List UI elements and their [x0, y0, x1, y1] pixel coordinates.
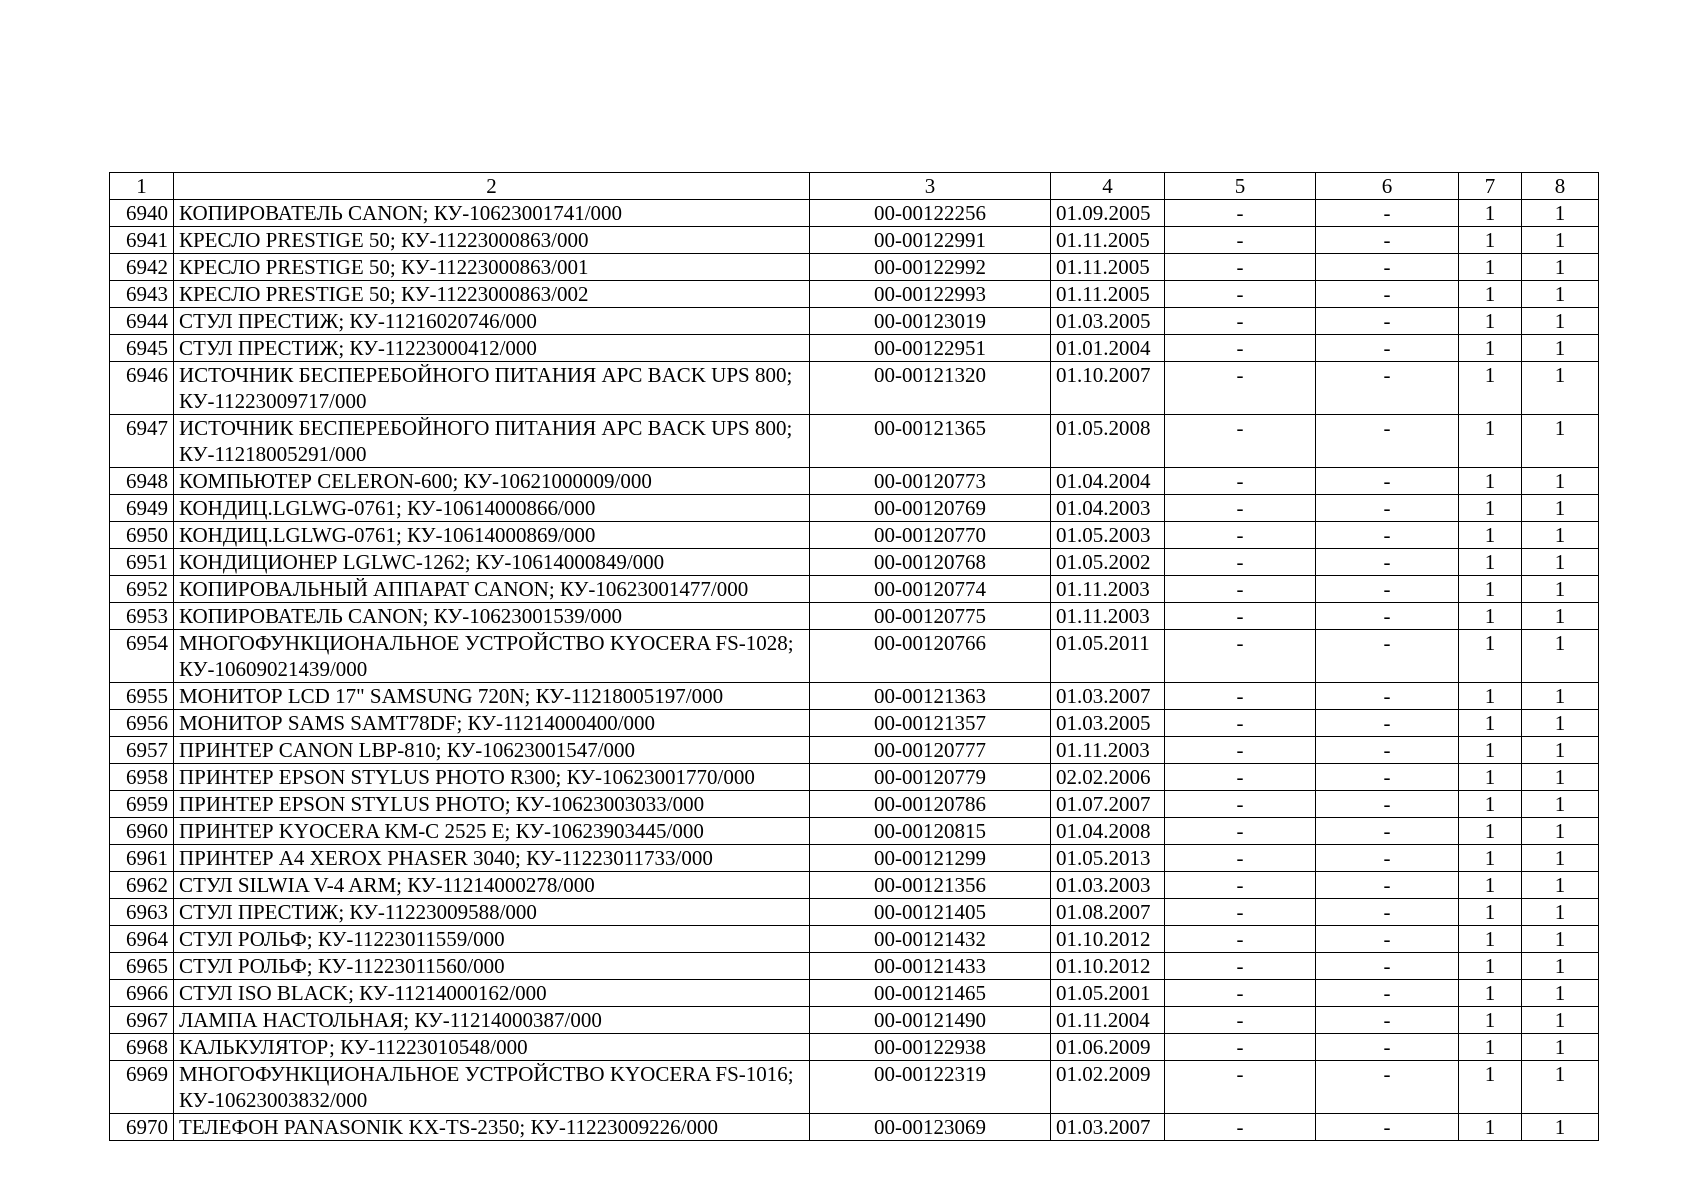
table-row: [110, 308, 1599, 335]
cell-inventory-code: 00-00120766: [810, 630, 1051, 683]
cell-col-6: -: [1316, 737, 1459, 764]
cell-item-name: ПРИНТЕР EPSON STYLUS PHOTO R300; КУ-10623001770/000: [174, 764, 810, 791]
cell-number: 6954: [110, 630, 174, 683]
table-row: [110, 1007, 1599, 1034]
cell-col-8: 1: [1522, 899, 1599, 926]
cell-col-6: -: [1316, 872, 1459, 899]
cell-col-7: 1: [1459, 630, 1522, 683]
cell-col-5: -: [1165, 1007, 1316, 1034]
cell-item-name: СТУЛ РОЛЬФ; КУ-11223011560/000: [174, 953, 810, 980]
cell-col-6: -: [1316, 522, 1459, 549]
cell-col-5: -: [1165, 200, 1316, 227]
cell-number: 6942: [110, 254, 174, 281]
cell-col-5: -: [1165, 603, 1316, 630]
cell-col-8: 1: [1522, 1061, 1599, 1114]
cell-item-name: СТУЛ SILWIA V-4 ARM; КУ-11214000278/000: [174, 872, 810, 899]
table-row: [110, 227, 1599, 254]
cell-col-5: -: [1165, 737, 1316, 764]
cell-col-6: -: [1316, 953, 1459, 980]
cell-number: 6963: [110, 899, 174, 926]
cell-col-6: -: [1316, 549, 1459, 576]
cell-col-8: 1: [1522, 1114, 1599, 1141]
header-col-4: 4: [1051, 173, 1165, 200]
cell-col-6: -: [1316, 603, 1459, 630]
cell-col-8: 1: [1522, 576, 1599, 603]
cell-col-6: -: [1316, 468, 1459, 495]
cell-col-6: -: [1316, 980, 1459, 1007]
table-row: [110, 899, 1599, 926]
cell-col-5: -: [1165, 362, 1316, 415]
cell-date: 01.10.2012: [1051, 926, 1165, 953]
cell-number: 6968: [110, 1034, 174, 1061]
cell-col-8: 1: [1522, 980, 1599, 1007]
cell-col-7: 1: [1459, 1061, 1522, 1114]
cell-inventory-code: 00-00122256: [810, 200, 1051, 227]
cell-item-name: ПРИНТЕР CANON LBP-810; КУ-10623001547/000: [174, 737, 810, 764]
cell-col-7: 1: [1459, 227, 1522, 254]
cell-col-8: 1: [1522, 468, 1599, 495]
cell-col-8: 1: [1522, 737, 1599, 764]
cell-date: 01.04.2004: [1051, 468, 1165, 495]
cell-col-5: -: [1165, 953, 1316, 980]
cell-col-6: -: [1316, 1061, 1459, 1114]
cell-number: 6959: [110, 791, 174, 818]
cell-col-6: -: [1316, 1007, 1459, 1034]
cell-date: 01.10.2012: [1051, 953, 1165, 980]
cell-item-name: ИСТОЧНИК БЕСПЕРЕБОЙНОГО ПИТАНИЯ APC BACK UPS 800; КУ-11223009717/000: [174, 362, 810, 415]
header-col-2: 2: [174, 173, 810, 200]
table-row: [110, 980, 1599, 1007]
cell-col-6: -: [1316, 818, 1459, 845]
cell-col-7: 1: [1459, 576, 1522, 603]
table-row: [110, 818, 1599, 845]
cell-number: 6962: [110, 872, 174, 899]
cell-inventory-code: 00-00120779: [810, 764, 1051, 791]
cell-col-7: 1: [1459, 1007, 1522, 1034]
cell-col-8: 1: [1522, 1034, 1599, 1061]
cell-col-5: -: [1165, 791, 1316, 818]
cell-col-7: 1: [1459, 495, 1522, 522]
cell-col-5: -: [1165, 764, 1316, 791]
cell-col-5: -: [1165, 549, 1316, 576]
cell-inventory-code: 00-00122993: [810, 281, 1051, 308]
cell-col-7: 1: [1459, 980, 1522, 1007]
cell-col-6: -: [1316, 710, 1459, 737]
cell-col-7: 1: [1459, 1114, 1522, 1141]
table-row: [110, 335, 1599, 362]
cell-item-name: ИСТОЧНИК БЕСПЕРЕБОЙНОГО ПИТАНИЯ APC BACK UPS 800; КУ-11218005291/000: [174, 415, 810, 468]
cell-col-5: -: [1165, 227, 1316, 254]
cell-col-6: -: [1316, 899, 1459, 926]
cell-number: 6960: [110, 818, 174, 845]
cell-inventory-code: 00-00121363: [810, 683, 1051, 710]
cell-date: 01.11.2004: [1051, 1007, 1165, 1034]
cell-item-name: КРЕСЛО PRESTIGE 50; КУ-11223000863/001: [174, 254, 810, 281]
cell-col-8: 1: [1522, 710, 1599, 737]
cell-col-6: -: [1316, 926, 1459, 953]
table-row: [110, 468, 1599, 495]
cell-col-8: 1: [1522, 362, 1599, 415]
cell-date: 01.07.2007: [1051, 791, 1165, 818]
cell-date: 02.02.2006: [1051, 764, 1165, 791]
cell-number: 6955: [110, 683, 174, 710]
cell-col-5: -: [1165, 710, 1316, 737]
cell-item-name: МНОГОФУНКЦИОНАЛЬНОЕ УСТРОЙСТВО KYOCERA FS-1016; КУ-10623003832/000: [174, 1061, 810, 1114]
cell-col-8: 1: [1522, 335, 1599, 362]
cell-number: 6969: [110, 1061, 174, 1114]
cell-inventory-code: 00-00122992: [810, 254, 1051, 281]
cell-date: 01.08.2007: [1051, 899, 1165, 926]
cell-col-6: -: [1316, 308, 1459, 335]
cell-inventory-code: 00-00120770: [810, 522, 1051, 549]
cell-col-6: -: [1316, 791, 1459, 818]
cell-col-8: 1: [1522, 281, 1599, 308]
cell-date: 01.01.2004: [1051, 335, 1165, 362]
cell-col-6: -: [1316, 764, 1459, 791]
cell-number: 6952: [110, 576, 174, 603]
cell-col-6: -: [1316, 335, 1459, 362]
table-body: [110, 200, 1599, 1141]
cell-number: 6951: [110, 549, 174, 576]
cell-number: 6941: [110, 227, 174, 254]
cell-col-8: 1: [1522, 522, 1599, 549]
cell-col-5: -: [1165, 495, 1316, 522]
cell-item-name: ПРИНТЕР EPSON STYLUS PHOTO; КУ-10623003033/000: [174, 791, 810, 818]
cell-inventory-code: 00-00123019: [810, 308, 1051, 335]
cell-col-8: 1: [1522, 683, 1599, 710]
cell-item-name: МОНИТОР LCD 17" SAMSUNG 720N; КУ-11218005197/000: [174, 683, 810, 710]
cell-number: 6965: [110, 953, 174, 980]
cell-col-8: 1: [1522, 200, 1599, 227]
cell-col-7: 1: [1459, 308, 1522, 335]
table-row: [110, 281, 1599, 308]
cell-col-5: -: [1165, 872, 1316, 899]
cell-date: 01.03.2005: [1051, 308, 1165, 335]
cell-col-7: 1: [1459, 200, 1522, 227]
cell-date: 01.03.2007: [1051, 683, 1165, 710]
table-row: [110, 953, 1599, 980]
cell-col-8: 1: [1522, 495, 1599, 522]
cell-inventory-code: 00-00121320: [810, 362, 1051, 415]
table-row: [110, 1034, 1599, 1061]
cell-item-name: СТУЛ ISO BLACK; КУ-11214000162/000: [174, 980, 810, 1007]
cell-number: 6949: [110, 495, 174, 522]
cell-col-7: 1: [1459, 926, 1522, 953]
cell-col-7: 1: [1459, 791, 1522, 818]
cell-date: 01.05.2003: [1051, 522, 1165, 549]
cell-col-5: -: [1165, 254, 1316, 281]
cell-col-5: -: [1165, 1034, 1316, 1061]
cell-col-6: -: [1316, 1034, 1459, 1061]
cell-item-name: КОПИРОВАЛЬНЫЙ АППАРАТ CANON; КУ-10623001477/000: [174, 576, 810, 603]
cell-inventory-code: 00-00122991: [810, 227, 1051, 254]
cell-inventory-code: 00-00120774: [810, 576, 1051, 603]
cell-col-8: 1: [1522, 630, 1599, 683]
cell-col-7: 1: [1459, 710, 1522, 737]
cell-number: 6967: [110, 1007, 174, 1034]
cell-item-name: СТУЛ ПРЕСТИЖ; КУ-11223009588/000: [174, 899, 810, 926]
cell-item-name: КОПИРОВАТЕЛЬ CANON; КУ-10623001741/000: [174, 200, 810, 227]
cell-item-name: ПРИНТЕР KYOCERA KM-C 2525 E; КУ-10623903445/000: [174, 818, 810, 845]
cell-item-name: ТЕЛЕФОН PANASONIK KX-TS-2350; КУ-11223009226/000: [174, 1114, 810, 1141]
cell-col-7: 1: [1459, 872, 1522, 899]
cell-col-5: -: [1165, 980, 1316, 1007]
cell-col-8: 1: [1522, 791, 1599, 818]
cell-date: 01.05.2013: [1051, 845, 1165, 872]
cell-col-6: -: [1316, 576, 1459, 603]
cell-item-name: СТУЛ ПРЕСТИЖ; КУ-11216020746/000: [174, 308, 810, 335]
cell-item-name: КОНДИЦИОНЕР LGLWC-1262; КУ-10614000849/000: [174, 549, 810, 576]
cell-col-6: -: [1316, 227, 1459, 254]
cell-item-name: КОМПЬЮТЕР CELERON-600; КУ-10621000009/000: [174, 468, 810, 495]
table-row: [110, 603, 1599, 630]
cell-item-name: МНОГОФУНКЦИОНАЛЬНОЕ УСТРОЙСТВО KYOCERA FS-1028; КУ-10609021439/000: [174, 630, 810, 683]
cell-item-name: МОНИТОР SAMS SAMT78DF; КУ-11214000400/000: [174, 710, 810, 737]
cell-col-8: 1: [1522, 549, 1599, 576]
cell-inventory-code: 00-00121433: [810, 953, 1051, 980]
cell-number: 6958: [110, 764, 174, 791]
table-row: [110, 926, 1599, 953]
cell-col-5: -: [1165, 818, 1316, 845]
cell-col-7: 1: [1459, 899, 1522, 926]
cell-date: 01.11.2003: [1051, 576, 1165, 603]
cell-col-5: -: [1165, 522, 1316, 549]
table-row: [110, 549, 1599, 576]
cell-col-8: 1: [1522, 764, 1599, 791]
cell-col-7: 1: [1459, 415, 1522, 468]
cell-inventory-code: 00-00121465: [810, 980, 1051, 1007]
cell-date: 01.05.2011: [1051, 630, 1165, 683]
cell-date: 01.06.2009: [1051, 1034, 1165, 1061]
cell-inventory-code: 00-00120777: [810, 737, 1051, 764]
cell-date: 01.11.2003: [1051, 737, 1165, 764]
cell-col-7: 1: [1459, 335, 1522, 362]
header-col-1: 1: [110, 173, 174, 200]
cell-item-name: КОПИРОВАТЕЛЬ CANON; КУ-10623001539/000: [174, 603, 810, 630]
cell-col-8: 1: [1522, 227, 1599, 254]
table-row: [110, 576, 1599, 603]
cell-number: 6957: [110, 737, 174, 764]
cell-col-5: -: [1165, 630, 1316, 683]
header-col-5: 5: [1165, 173, 1316, 200]
table-row: [110, 683, 1599, 710]
cell-number: 6940: [110, 200, 174, 227]
cell-date: 01.02.2009: [1051, 1061, 1165, 1114]
cell-col-5: -: [1165, 845, 1316, 872]
cell-col-5: -: [1165, 335, 1316, 362]
cell-col-7: 1: [1459, 683, 1522, 710]
table-row: [110, 791, 1599, 818]
cell-item-name: ЛАМПА НАСТОЛЬНАЯ; КУ-11214000387/000: [174, 1007, 810, 1034]
cell-date: 01.05.2008: [1051, 415, 1165, 468]
table-row: [110, 710, 1599, 737]
cell-col-7: 1: [1459, 468, 1522, 495]
cell-date: 01.05.2001: [1051, 980, 1165, 1007]
cell-inventory-code: 00-00121357: [810, 710, 1051, 737]
cell-inventory-code: 00-00122951: [810, 335, 1051, 362]
cell-date: 01.11.2005: [1051, 227, 1165, 254]
table-row: [110, 845, 1599, 872]
cell-col-6: -: [1316, 845, 1459, 872]
cell-col-6: -: [1316, 630, 1459, 683]
cell-inventory-code: 00-00121405: [810, 899, 1051, 926]
cell-col-8: 1: [1522, 254, 1599, 281]
cell-inventory-code: 00-00120773: [810, 468, 1051, 495]
cell-col-5: -: [1165, 281, 1316, 308]
table-header: [110, 173, 1599, 200]
cell-col-5: -: [1165, 899, 1316, 926]
cell-date: 01.03.2007: [1051, 1114, 1165, 1141]
cell-col-8: 1: [1522, 926, 1599, 953]
cell-item-name: СТУЛ РОЛЬФ; КУ-11223011559/000: [174, 926, 810, 953]
table-row: [110, 254, 1599, 281]
header-row: [110, 173, 1599, 200]
cell-item-name: КАЛЬКУЛЯТОР; КУ-11223010548/000: [174, 1034, 810, 1061]
cell-col-5: -: [1165, 683, 1316, 710]
cell-number: 6953: [110, 603, 174, 630]
cell-inventory-code: 00-00120786: [810, 791, 1051, 818]
cell-col-8: 1: [1522, 415, 1599, 468]
cell-number: 6944: [110, 308, 174, 335]
cell-inventory-code: 00-00121365: [810, 415, 1051, 468]
cell-col-8: 1: [1522, 845, 1599, 872]
cell-col-8: 1: [1522, 603, 1599, 630]
cell-col-6: -: [1316, 415, 1459, 468]
cell-inventory-code: 00-00122319: [810, 1061, 1051, 1114]
cell-number: 6961: [110, 845, 174, 872]
cell-inventory-code: 00-00121490: [810, 1007, 1051, 1034]
table-row: [110, 872, 1599, 899]
cell-inventory-code: 00-00120768: [810, 549, 1051, 576]
cell-inventory-code: 00-00121432: [810, 926, 1051, 953]
cell-col-5: -: [1165, 468, 1316, 495]
cell-col-7: 1: [1459, 603, 1522, 630]
table-row: [110, 200, 1599, 227]
cell-col-7: 1: [1459, 549, 1522, 576]
cell-col-5: -: [1165, 576, 1316, 603]
cell-date: 01.09.2005: [1051, 200, 1165, 227]
cell-inventory-code: 00-00121356: [810, 872, 1051, 899]
cell-date: 01.03.2005: [1051, 710, 1165, 737]
cell-col-6: -: [1316, 683, 1459, 710]
header-col-3: 3: [810, 173, 1051, 200]
cell-inventory-code: 00-00122938: [810, 1034, 1051, 1061]
cell-inventory-code: 00-00121299: [810, 845, 1051, 872]
cell-col-7: 1: [1459, 737, 1522, 764]
cell-col-5: -: [1165, 415, 1316, 468]
table-row: [110, 522, 1599, 549]
cell-date: 01.11.2005: [1051, 281, 1165, 308]
cell-col-7: 1: [1459, 845, 1522, 872]
cell-item-name: КОНДИЦ.LGLWG-0761; КУ-10614000869/000: [174, 522, 810, 549]
table-row: [110, 362, 1599, 415]
cell-number: 6943: [110, 281, 174, 308]
cell-col-7: 1: [1459, 953, 1522, 980]
cell-date: 01.04.2008: [1051, 818, 1165, 845]
cell-number: 6966: [110, 980, 174, 1007]
cell-number: 6946: [110, 362, 174, 415]
cell-number: 6945: [110, 335, 174, 362]
cell-col-8: 1: [1522, 818, 1599, 845]
cell-col-7: 1: [1459, 522, 1522, 549]
cell-number: 6950: [110, 522, 174, 549]
cell-col-7: 1: [1459, 1034, 1522, 1061]
table-row: [110, 415, 1599, 468]
cell-col-5: -: [1165, 1061, 1316, 1114]
cell-inventory-code: 00-00120775: [810, 603, 1051, 630]
cell-col-6: -: [1316, 362, 1459, 415]
cell-col-6: -: [1316, 200, 1459, 227]
cell-col-7: 1: [1459, 281, 1522, 308]
cell-col-5: -: [1165, 308, 1316, 335]
cell-inventory-code: 00-00123069: [810, 1114, 1051, 1141]
header-col-6: 6: [1316, 173, 1459, 200]
cell-item-name: ПРИНТЕР A4 XEROX PHASER 3040; КУ-11223011733/000: [174, 845, 810, 872]
header-col-7: 7: [1459, 173, 1522, 200]
cell-col-7: 1: [1459, 254, 1522, 281]
cell-date: 01.05.2002: [1051, 549, 1165, 576]
cell-col-5: -: [1165, 926, 1316, 953]
header-col-8: 8: [1522, 173, 1599, 200]
cell-item-name: СТУЛ ПРЕСТИЖ; КУ-11223000412/000: [174, 335, 810, 362]
cell-number: 6964: [110, 926, 174, 953]
cell-col-7: 1: [1459, 362, 1522, 415]
table-row: [110, 764, 1599, 791]
cell-item-name: КОНДИЦ.LGLWG-0761; КУ-10614000866/000: [174, 495, 810, 522]
cell-date: 01.11.2003: [1051, 603, 1165, 630]
cell-number: 6970: [110, 1114, 174, 1141]
cell-item-name: КРЕСЛО PRESTIGE 50; КУ-11223000863/000: [174, 227, 810, 254]
cell-col-8: 1: [1522, 308, 1599, 335]
cell-date: 01.10.2007: [1051, 362, 1165, 415]
cell-inventory-code: 00-00120815: [810, 818, 1051, 845]
cell-col-5: -: [1165, 1114, 1316, 1141]
cell-col-8: 1: [1522, 953, 1599, 980]
cell-col-7: 1: [1459, 818, 1522, 845]
cell-col-8: 1: [1522, 1007, 1599, 1034]
cell-col-6: -: [1316, 1114, 1459, 1141]
cell-col-7: 1: [1459, 764, 1522, 791]
cell-col-6: -: [1316, 281, 1459, 308]
cell-date: 01.04.2003: [1051, 495, 1165, 522]
cell-number: 6956: [110, 710, 174, 737]
cell-inventory-code: 00-00120769: [810, 495, 1051, 522]
table-row: [110, 737, 1599, 764]
cell-col-6: -: [1316, 495, 1459, 522]
cell-number: 6948: [110, 468, 174, 495]
inventory-table: [109, 172, 1599, 1141]
cell-number: 6947: [110, 415, 174, 468]
cell-col-6: -: [1316, 254, 1459, 281]
cell-col-8: 1: [1522, 872, 1599, 899]
cell-date: 01.03.2003: [1051, 872, 1165, 899]
table-row: [110, 1114, 1599, 1141]
table-row: [110, 495, 1599, 522]
table-row: [110, 1061, 1599, 1114]
table-row: [110, 630, 1599, 683]
cell-item-name: КРЕСЛО PRESTIGE 50; КУ-11223000863/002: [174, 281, 810, 308]
cell-date: 01.11.2005: [1051, 254, 1165, 281]
